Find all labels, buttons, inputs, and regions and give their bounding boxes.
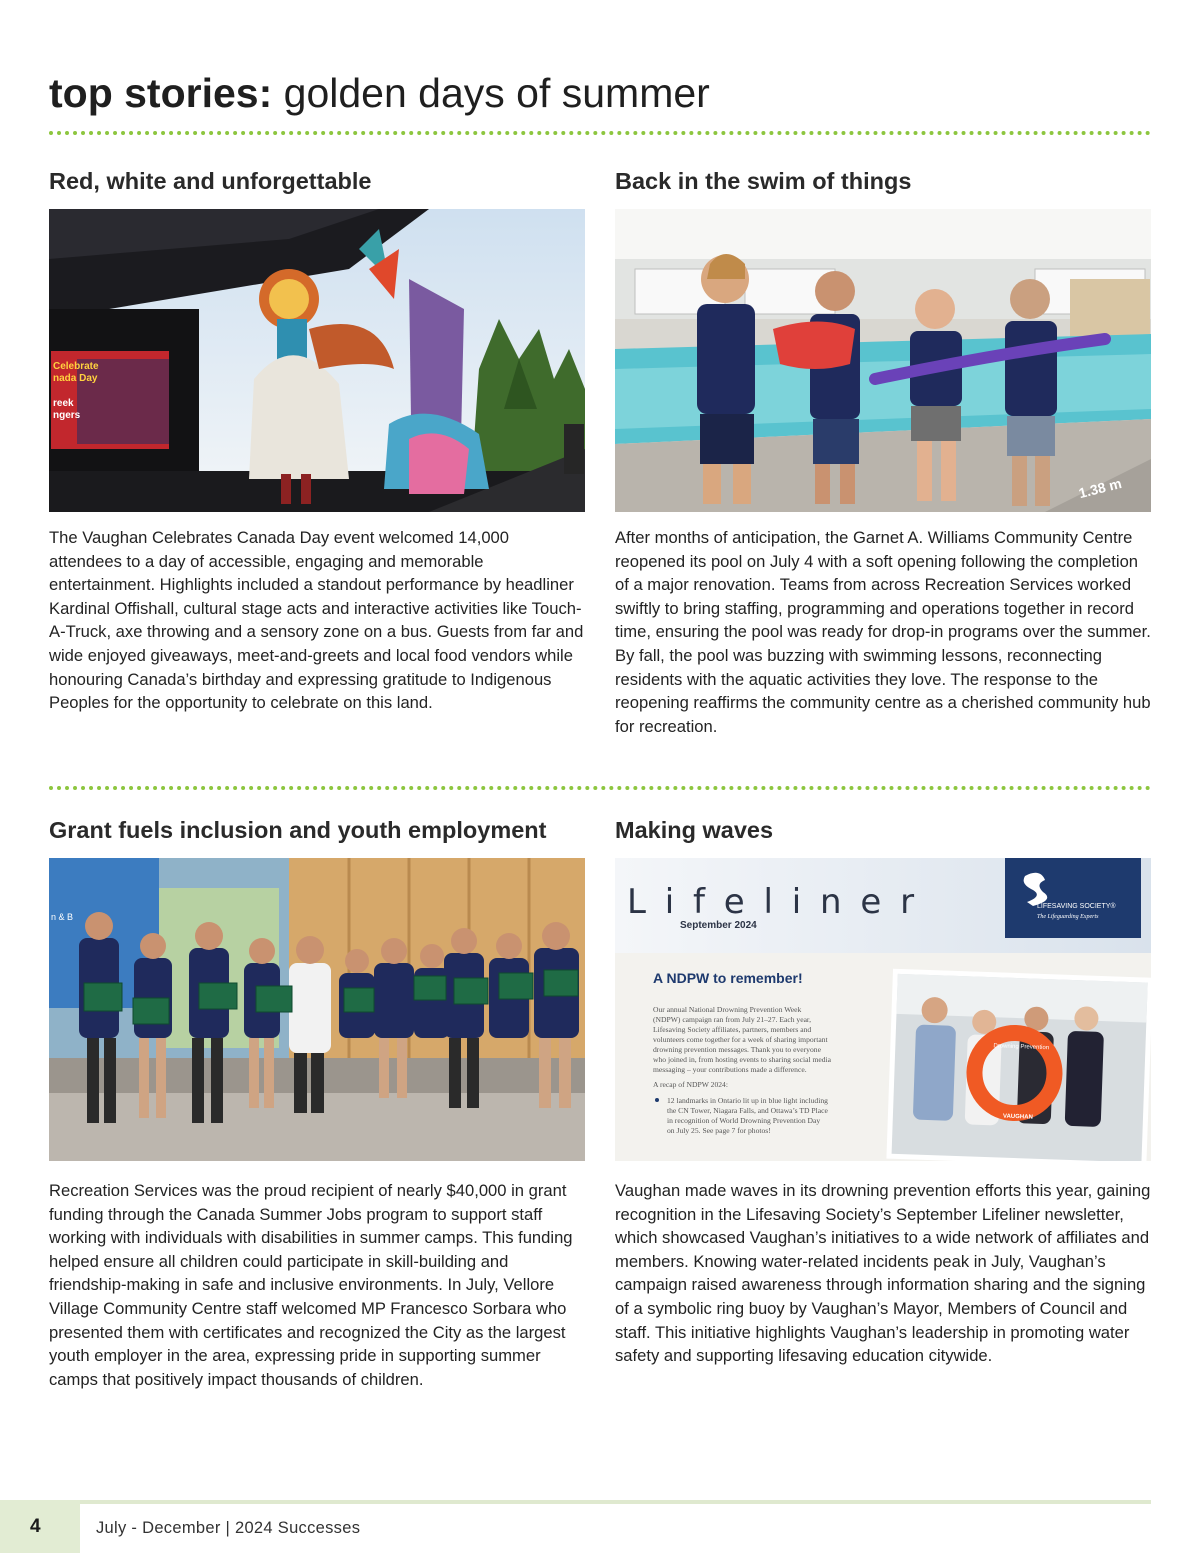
story-heading: Grant fuels inclusion and youth employment — [49, 817, 547, 843]
logo-line-1: LIFESAVING SOCIETY® — [1037, 903, 1116, 910]
buoy-text: Drowning Prevention — [993, 1043, 1050, 1052]
top-divider — [49, 131, 1151, 135]
masthead-text: L i f e l i n e r — [627, 882, 919, 922]
canada-day-photo — [49, 209, 585, 512]
story-body: Recreation Services was the proud recipient of nearly $40,000 in grant funding through the Canada Summer Jobs program to support staff working with individuals with disabilities in summer camps. This funding helped ensure all children could participate in skill-building and friendship-making in safe and inclusive environments. In July, Vellore Village Community Centre staff welcomed MP Francesco Sorbara who presented them with certificates and recognized the City as the largest youth employer in the area, expressing pride in supporting summer camps that positively impact thousands of children. — [49, 1181, 573, 1389]
footer-text: July - December | 2024 Successes — [96, 1519, 361, 1537]
page-title-bold: top stories: — [49, 70, 273, 116]
story-canada-day-body — [49, 526, 585, 715]
story-canada-day — [49, 166, 585, 196]
middle-divider — [49, 786, 1151, 790]
story-body: After months of anticipation, the Garnet A. Williams Community Centre reopened its pool on July 4 with a soft opening following the completion of a major renovation. Teams from across Recreation Services worked swiftly to bring staffing, programming and operations together in record time, ensuring the pool was ready for drop-in programs over the summer. By fall, the pool was buzzing with swimming lessons, reconnecting residents with the aquatic activities they love. The response to the reopening reaffirms the community centre as a cherished community hub for recreation. — [615, 528, 1151, 736]
story-waves-body — [615, 1179, 1151, 1368]
story-body: Vaughan made waves in its drowning prevention efforts this year, gaining recognition in the Lifesaving Society’s September Lifeliner newsletter, which showcased Vaughan’s initiatives to a wide network of affiliates and members. Knowing water-related incidents peak in July, Vaughan’s campaign raised awareness through information sharing and the signing of a symbolic ring buoy by Vaughan’s Mayor, Members of Council and staff. This initiative highlights Vaughan’s leadership in promoting water safety and supporting lifesaving education citywide. — [615, 1181, 1151, 1366]
newsletter-para-line: who joined in, from hosting events to sharing social media — [653, 1055, 832, 1064]
buoy-brand: VAUGHAN — [1002, 1113, 1033, 1121]
story-waves — [615, 815, 1151, 845]
story-grant-body — [49, 1179, 585, 1391]
screen-text-1: Celebrate — [53, 361, 99, 372]
footer-rule — [0, 1500, 1151, 1504]
lifesaving-logo — [1005, 858, 1141, 938]
screen-text-2: nada Day — [53, 373, 98, 384]
screen-text-3: reek — [53, 398, 74, 409]
newsletter-recap: A recap of NDPW 2024: — [653, 1080, 728, 1089]
page-number: 4 — [30, 1516, 41, 1537]
story-pool — [615, 166, 1151, 196]
grant-photo — [49, 858, 585, 1161]
story-pool-body — [615, 526, 1151, 738]
story-heading: Back in the swim of things — [615, 168, 912, 194]
pool-photo — [615, 209, 1151, 512]
screen-text-4: ngers — [53, 410, 81, 421]
newsletter-bullet-line: in recognition of World Drowning Prevention Day — [667, 1116, 821, 1125]
pool-depth-marker: 1.38 m — [1077, 475, 1124, 502]
story-heading: Making waves — [615, 817, 774, 843]
newsletter-date: September 2024 — [680, 920, 757, 931]
newsletter-bullet-line: the CN Tower, Niagara Falls, and Ottawa’s TD Place — [667, 1106, 828, 1115]
logo-line-2: The Lifeguarding Experts — [1037, 914, 1099, 920]
story-grant — [49, 815, 585, 845]
newsletter-headline: A NDPW to remember! — [653, 970, 803, 986]
lifeliner-newsletter-image — [615, 858, 1151, 1161]
story-body: The Vaughan Celebrates Canada Day event welcomed 14,000 attendees to a day of accessible, engaging and memorable entertainment. Highlights included a standout performance by headliner Kardinal Offishall, cultural stage acts and interactive activities like Touch-A-Truck, axe throwing and a sensory zone on a bus. Guests from far and wide enjoyed giveaways, meet-and-greets and local food vendors while honouring Canada’s birthday and expressing gratitude to Indigenous Peoples for the opportunity to celebrate on this land. — [49, 528, 584, 713]
story-heading: Red, white and unforgettable — [49, 168, 372, 194]
bullet-dot-icon — [655, 1098, 659, 1102]
window-sign-text: n & B — [51, 912, 74, 922]
newsletter-para-line: messaging – your contributions made a difference. — [653, 1065, 807, 1074]
newsletter-para-line: Our annual National Drowning Prevention Week — [653, 1005, 802, 1014]
newsletter-bullet-line: 12 landmarks in Ontario lit up in blue light including — [667, 1096, 828, 1105]
newsletter-para-line: (NDPW) campaign ran from July 21–27. Each year, — [653, 1015, 812, 1024]
page-title — [49, 68, 710, 118]
newsletter-para-line: volunteers come together for a week of sharing important — [653, 1035, 828, 1044]
newsletter-para-line: Lifesaving Society affiliates, partners, members and — [653, 1025, 812, 1034]
newsletter-bullet-line: on July 25. See page 7 for photos! — [667, 1126, 771, 1135]
page-title-rest: golden days of summer — [272, 70, 710, 116]
newsletter-para-line: drowning prevention messages. Thank you to everyone — [653, 1045, 821, 1054]
